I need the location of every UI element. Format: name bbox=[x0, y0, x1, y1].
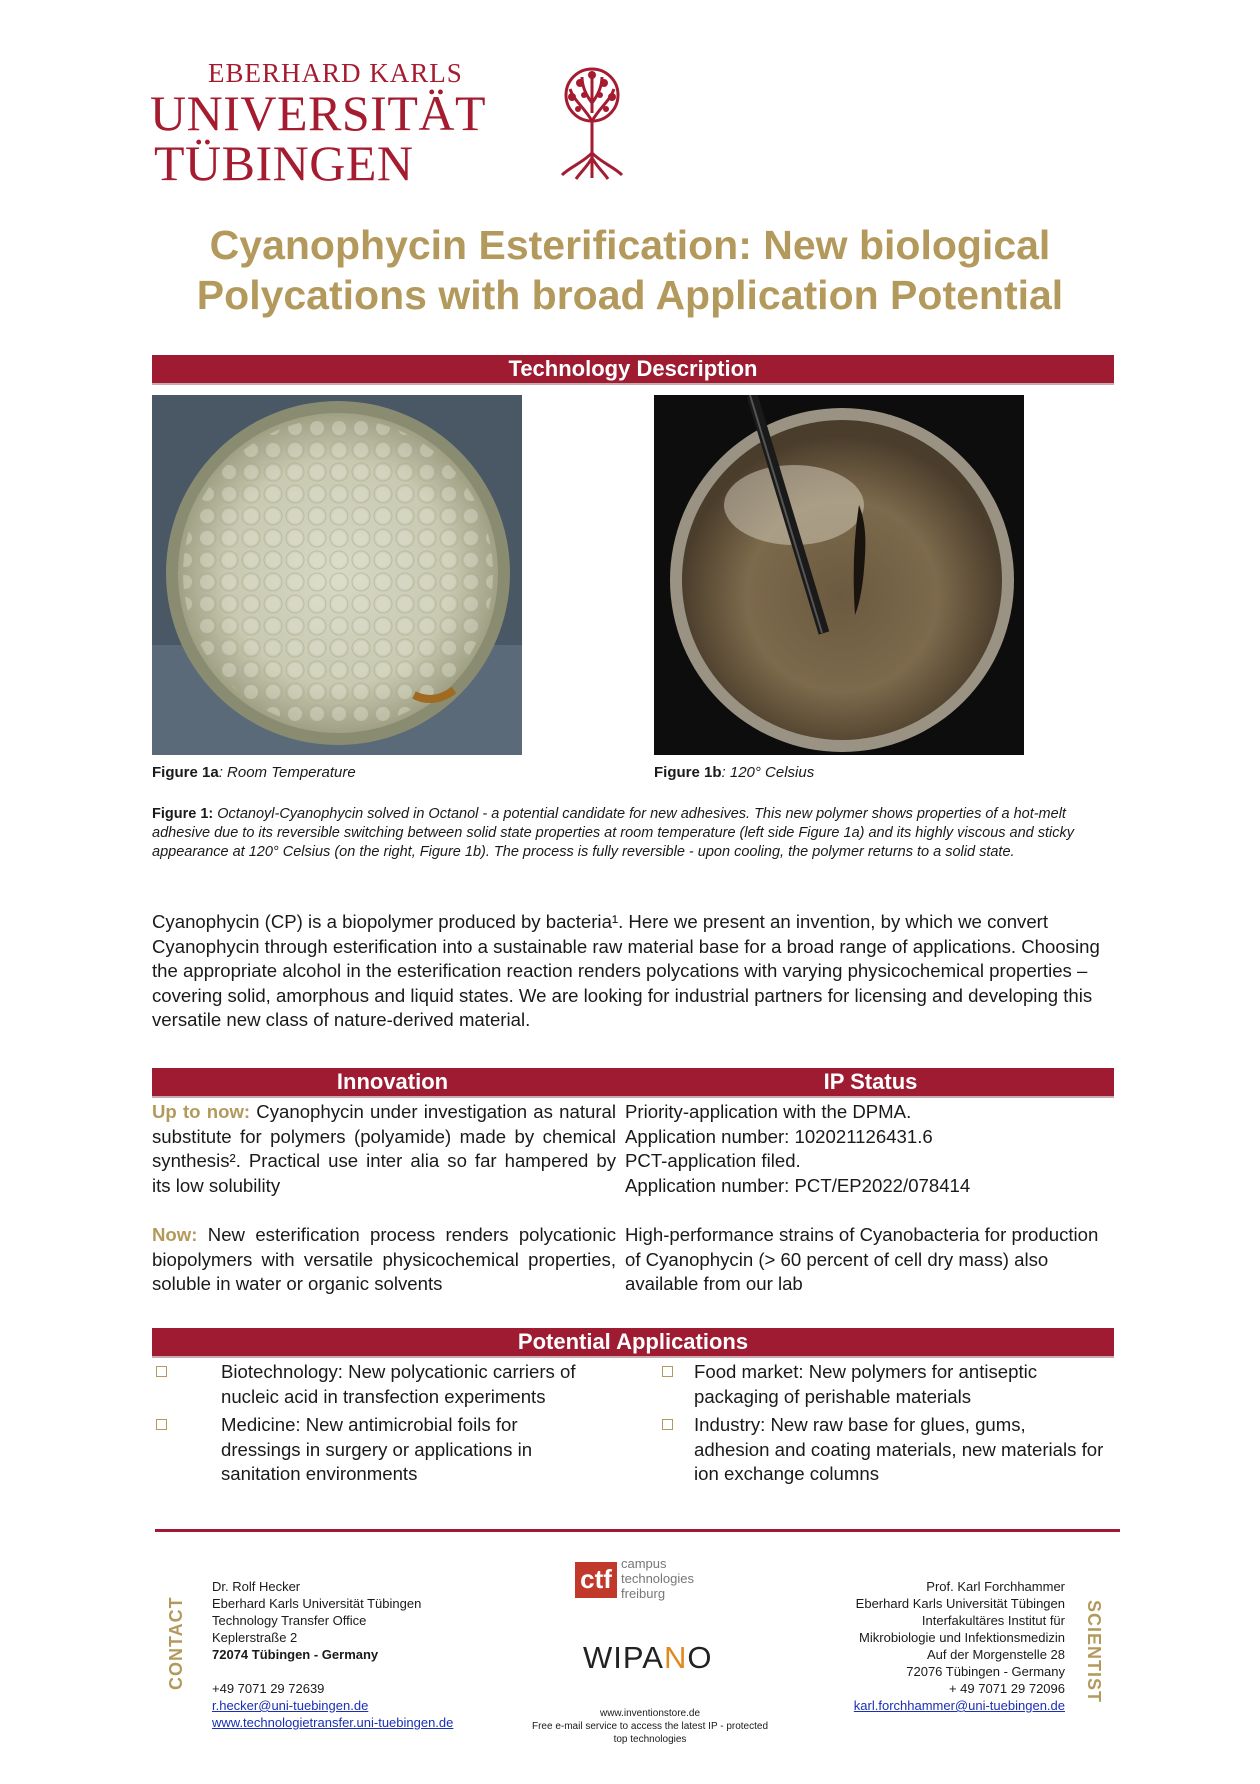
contact-website-link[interactable]: www.technologietransfer.uni-tuebingen.de bbox=[212, 1715, 454, 1730]
note-line-2: Free e-mail service to access the latest IP - protected top technologies bbox=[531, 1721, 769, 1745]
scientist-email-link[interactable]: karl.forchhammer@uni-tuebingen.de bbox=[853, 1698, 1065, 1713]
scientist-name: Prof. Karl Forchhammer bbox=[926, 1579, 1065, 1594]
bullet-box-icon bbox=[156, 1419, 167, 1430]
innovation-up-to-now bbox=[152, 1100, 616, 1198]
contact-city: 72074 Tübingen - Germany bbox=[212, 1647, 379, 1662]
figure-1b-photo bbox=[654, 395, 1024, 755]
intro-paragraph: Cyanophycin (CP) is a biopolymer produced by bacteria¹. Here we present an invention, by which we convert Cyanophycin through esterification into a sustainable raw material base for a broad range of applications. Choosing the appropriate alcohol in the esterification reaction renders polycations with varying physicochemical properties – covering solid, amorphous and liquid states. We are looking for industrial partners for licensing and developing this versatile new class of nature-derived material. bbox=[152, 911, 1100, 1030]
ip-line-4: Application number: PCT/EP2022/078414 bbox=[625, 1174, 971, 1196]
contact-phone: +49 7071 29 72639 bbox=[212, 1681, 325, 1696]
figure-1a-label: Figure 1a bbox=[152, 764, 219, 781]
application-food-market: Food market: New polymers for antiseptic packaging of perishable materials bbox=[694, 1361, 1038, 1407]
ip-line-2: Application number: 102021126431.6 bbox=[625, 1125, 933, 1147]
scientist-phone: + 49 7071 29 72096 bbox=[948, 1681, 1065, 1696]
title-line-2: Polycations with broad Application Potential bbox=[196, 272, 1064, 318]
figure-1a-caption bbox=[152, 764, 356, 781]
ip-line-1: Priority-application with the DPMA. bbox=[625, 1101, 912, 1122]
contact-street: Keplerstraße 2 bbox=[212, 1630, 298, 1645]
figure-1-caption bbox=[152, 805, 1112, 862]
contact-block-left bbox=[212, 1578, 532, 1731]
wipano-logo bbox=[583, 1640, 712, 1676]
contact-vertical-label: CONTACT bbox=[166, 1596, 186, 1690]
bullet-box-icon bbox=[156, 1366, 167, 1377]
wipano-part-b: N bbox=[663, 1640, 688, 1675]
contact-block-right bbox=[765, 1578, 1065, 1714]
ctf-line-1: campus bbox=[621, 1556, 667, 1571]
tree-emblem-icon bbox=[552, 63, 632, 183]
now-text: New esterification process renders polycationic biopolymers with versatile physicochemical properties, soluble in water or organic solvents bbox=[152, 1224, 616, 1294]
ctf-logo bbox=[575, 1556, 725, 1606]
ctf-mark: ctf bbox=[575, 1562, 617, 1598]
bullet-box-icon bbox=[662, 1366, 673, 1377]
logo-line-2: UNIVERSITÄT bbox=[150, 85, 487, 141]
scientist-institute-2: Mikrobiologie und Infektionsmedizin bbox=[859, 1630, 1065, 1645]
section-potential-applications: Potential Applications bbox=[152, 1328, 1114, 1356]
application-medicine: Medicine: New antimicrobial foils for dressings in surgery or applications in sanitation environments bbox=[221, 1414, 533, 1484]
logo-line-1: EBERHARD KARLS bbox=[208, 58, 463, 88]
section-technology-description: Technology Description bbox=[152, 355, 1114, 383]
contact-email-link[interactable]: r.hecker@uni-tuebingen.de bbox=[212, 1698, 369, 1713]
title-line-1: Cyanophycin Esterification: New biological bbox=[209, 222, 1051, 268]
ctf-line-3: freiburg bbox=[621, 1586, 666, 1601]
ip-line-3: PCT-application filed. bbox=[625, 1150, 801, 1171]
figure-1a-photo bbox=[152, 395, 522, 755]
logo-line-3: TÜBINGEN bbox=[154, 135, 414, 191]
ip-status-filings bbox=[625, 1100, 1115, 1198]
scientist-city: 72076 Tübingen - Germany bbox=[906, 1664, 1065, 1679]
ip-status-strains: High-performance strains of Cyanobacteria for production of Cyanophycin (> 60 percent of cell dry mass) also available from our lab bbox=[625, 1224, 1099, 1294]
up-to-now-label: Up to now: bbox=[152, 1101, 251, 1122]
wipano-part-c: O bbox=[687, 1640, 713, 1675]
contact-office: Technology Transfer Office bbox=[212, 1613, 367, 1628]
figure-1a-text: : Room Temperature bbox=[218, 764, 356, 781]
now-label: Now: bbox=[152, 1224, 198, 1245]
application-biotechnology: Biotechnology: New polycationic carriers of nucleic acid in transfection experiments bbox=[221, 1361, 576, 1407]
ctf-line-2: technologies bbox=[621, 1571, 694, 1586]
scientist-institute-1: Interfakultäres Institut für bbox=[921, 1613, 1065, 1628]
up-to-now-text: Cyanophycin under investigation as natural substitute for polymers (polyamide) made by chemical synthesis². Practical use inter alia so far hampered by its low solubility bbox=[152, 1101, 616, 1196]
figure-1b-label: Figure 1b bbox=[654, 764, 722, 781]
bullet-box-icon bbox=[662, 1419, 673, 1430]
section-ip-status: IP Status bbox=[627, 1068, 1114, 1096]
innovation-now bbox=[152, 1223, 616, 1297]
wipano-part-a: WIPA bbox=[583, 1640, 664, 1675]
figure-1b-caption bbox=[654, 764, 814, 781]
inventionstore-note bbox=[530, 1707, 770, 1746]
university-logo bbox=[150, 58, 630, 198]
scientist-vertical-label: SCIENTIST bbox=[1084, 1600, 1104, 1704]
section-innovation: Innovation bbox=[152, 1068, 633, 1096]
footer-divider bbox=[155, 1529, 1120, 1532]
contact-org: Eberhard Karls Universität Tübingen bbox=[212, 1596, 422, 1611]
scientist-org: Eberhard Karls Universität Tübingen bbox=[855, 1596, 1065, 1611]
contact-name: Dr. Rolf Hecker bbox=[212, 1579, 301, 1594]
application-industry: Industry: New raw base for glues, gums, adhesion and coating materials, new materials for ion exchange columns bbox=[694, 1414, 1104, 1484]
figure-1-text: Octanoyl-Cyanophycin solved in Octanol - a potential candidate for new adhesives. This new polymer shows properties of a hot-melt adhesive due to its reversible switching between solid state properties at room temperature (left side Figure 1a) and its highly viscous and sticky appearance at 120° Celsius (on the right, Figure 1b). The process is fully reversible - upon cooling, the polymer returns to a solid state. bbox=[152, 806, 1075, 860]
figure-1b-text: : 120° Celsius bbox=[721, 764, 815, 781]
note-line-1: www.inventionstore.de bbox=[599, 1708, 701, 1719]
page-title bbox=[120, 220, 1140, 320]
figure-1-label: Figure 1: bbox=[152, 806, 214, 822]
scientist-street: Auf der Morgenstelle 28 bbox=[926, 1647, 1065, 1662]
